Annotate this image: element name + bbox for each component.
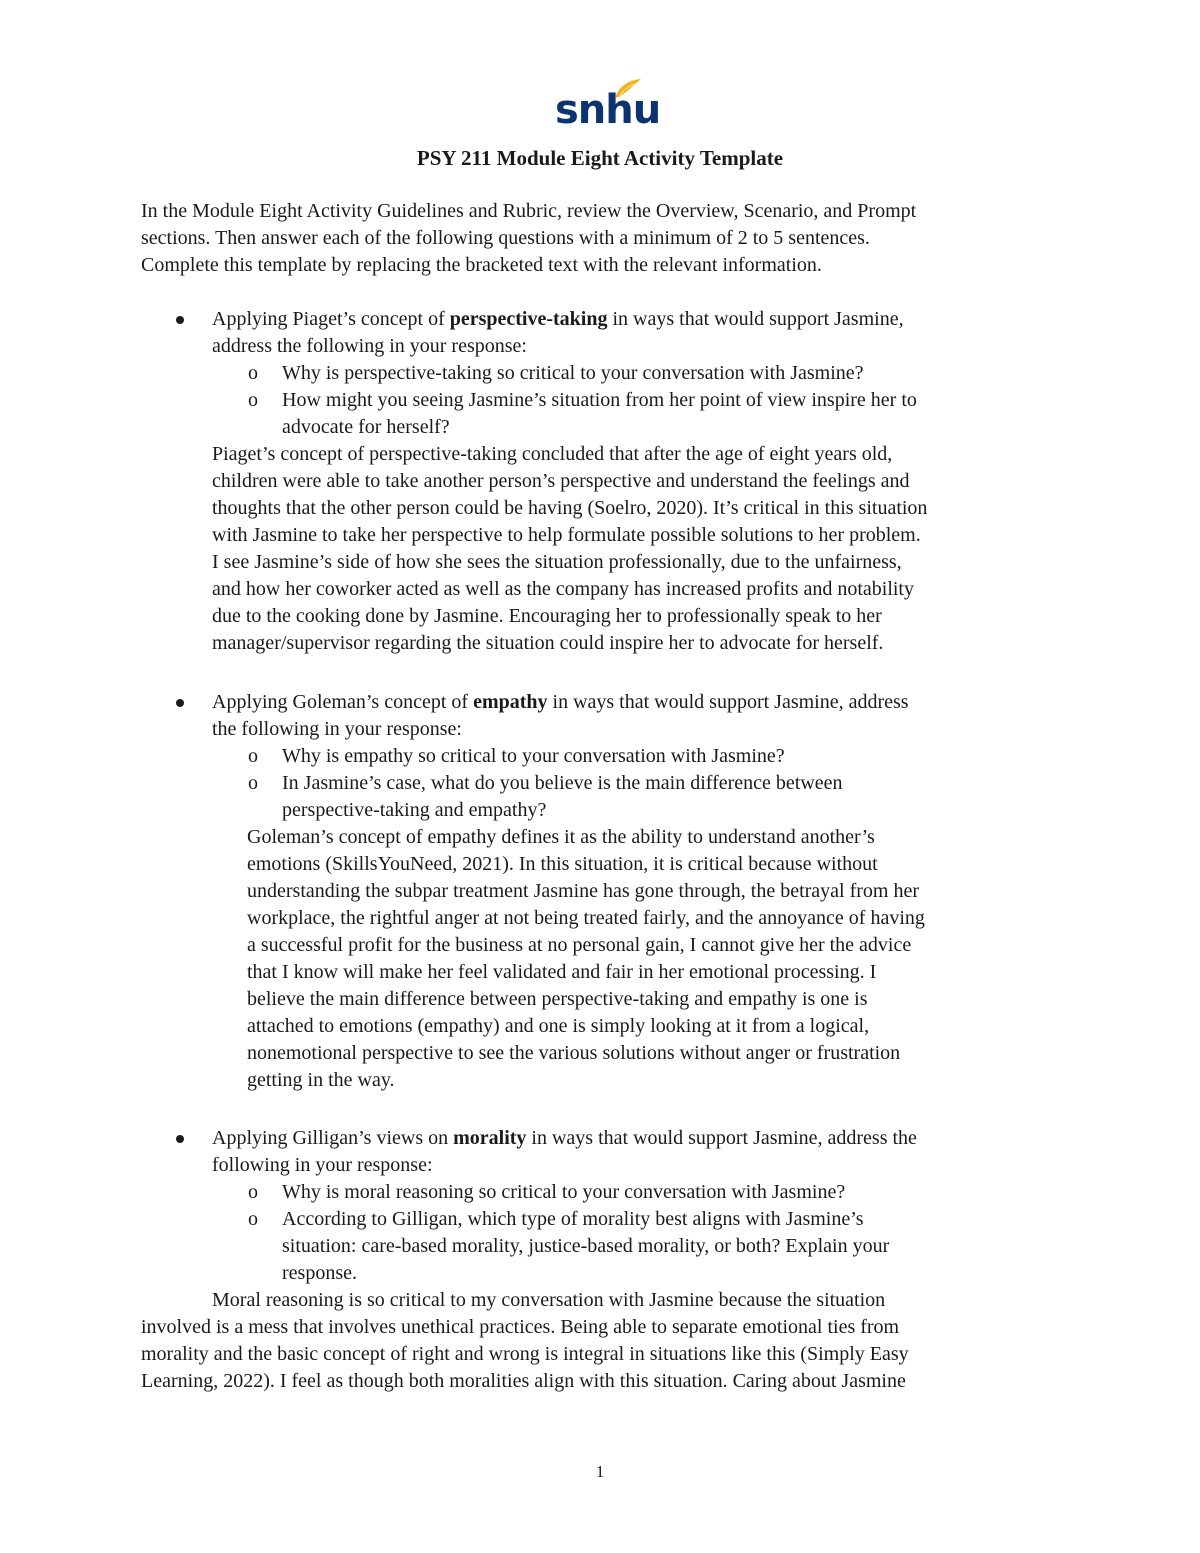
intro-paragraph bbox=[141, 198, 1071, 279]
bullet-item bbox=[141, 1125, 1071, 1152]
intro-line: In the Module Eight Activity Guidelines and Rubric, review the Overview, Scenario, and Prompt bbox=[141, 200, 917, 222]
flame-leaf-icon bbox=[613, 78, 643, 100]
sub-bullet-item bbox=[141, 387, 1071, 414]
page-title: PSY 211 Module Eight Activity Template bbox=[416, 146, 784, 170]
section-piaget bbox=[141, 306, 1071, 657]
bullet-text: Applying Goleman’s concept of bbox=[212, 691, 474, 713]
bullet-text: in ways that would support Jasmine, bbox=[607, 308, 904, 330]
answer-line: attached to emotions (empathy) and one is simply looking at it from a logical, bbox=[247, 1015, 870, 1037]
bullet-keyword: perspective-taking bbox=[449, 308, 608, 330]
answer-line: Learning, 2022). I feel as though both moralities align with this situation. Caring about Jasmine bbox=[141, 1370, 906, 1392]
sub-bullet-continuation: situation: care-based morality, justice-based morality, or both? Explain your bbox=[282, 1235, 890, 1257]
bullet-icon bbox=[176, 699, 184, 707]
sub-bullet-marker: o bbox=[248, 362, 258, 384]
answer-line: workplace, the rightful anger at not being treated fairly, and the annoyance of having bbox=[247, 907, 925, 929]
answer-line: I see Jasmine’s side of how she sees the situation professionally, due to the unfairness, bbox=[212, 551, 902, 573]
snhu-logo bbox=[555, 78, 661, 134]
answer-line: believe the main difference between perspective-taking and empathy is one is bbox=[247, 988, 868, 1010]
answer-line: children were able to take another person’s perspective and understand the feelings and bbox=[212, 470, 910, 492]
answer-line: involved is a mess that involves unethical practices. Being able to separate emotional ties from bbox=[141, 1316, 900, 1338]
answer-line: getting in the way. bbox=[247, 1069, 395, 1091]
section-gilligan bbox=[141, 1125, 1071, 1395]
sub-bullet-continuation: perspective-taking and empathy? bbox=[282, 799, 547, 821]
answer-line: emotions (SkillsYouNeed, 2021). In this situation, it is critical because without bbox=[247, 853, 878, 875]
answer-line: morality and the basic concept of right and wrong is integral in situations like this (Simply Easy bbox=[141, 1343, 909, 1365]
answer-line: nonemotional perspective to see the various solutions without anger or frustration bbox=[247, 1042, 901, 1064]
sub-bullet-item bbox=[141, 743, 1071, 770]
bullet-continuation: following in your response: bbox=[212, 1154, 433, 1176]
bullet-text: Applying Piaget’s concept of bbox=[212, 308, 450, 330]
answer-line: Goleman’s concept of empathy defines it as the ability to understand another’s bbox=[247, 826, 875, 848]
sub-bullet-item bbox=[141, 1179, 1071, 1206]
answer-line: understanding the subpar treatment Jasmine has gone through, the betrayal from her bbox=[247, 880, 920, 902]
sub-bullet-item bbox=[141, 770, 1071, 797]
sub-bullet-text: Why is moral reasoning so critical to your conversation with Jasmine? bbox=[282, 1181, 846, 1203]
intro-line: Complete this template by replacing the bracketed text with the relevant information. bbox=[141, 254, 822, 276]
bullet-continuation: address the following in your response: bbox=[212, 335, 527, 357]
page-number: 1 bbox=[595, 1462, 605, 1481]
sub-bullet-continuation: response. bbox=[282, 1262, 357, 1284]
bullet-item bbox=[141, 689, 1071, 716]
sub-bullet-text: How might you seeing Jasmine’s situation from her point of view inspire her to bbox=[282, 389, 917, 411]
answer-line: Piaget’s concept of perspective-taking concluded that after the age of eight years old, bbox=[212, 443, 893, 465]
bullet-text: in ways that would support Jasmine, address bbox=[547, 691, 909, 713]
sub-bullet-text: In Jasmine’s case, what do you believe is the main difference between bbox=[282, 772, 843, 794]
answer-line: due to the cooking done by Jasmine. Encouraging her to professionally speak to her bbox=[212, 605, 882, 627]
bullet-icon bbox=[176, 1135, 184, 1143]
sub-bullet-item bbox=[141, 360, 1071, 387]
logo-wordmark: snhu bbox=[555, 87, 661, 133]
sub-bullet-text: According to Gilligan, which type of morality best aligns with Jasmine’s bbox=[282, 1208, 864, 1230]
bullet-text: in ways that would support Jasmine, address the bbox=[526, 1127, 917, 1149]
answer-line: Moral reasoning is so critical to my conversation with Jasmine because the situation bbox=[212, 1289, 886, 1311]
bullet-item bbox=[141, 306, 1071, 333]
answer-line: a successful profit for the business at no personal gain, I cannot give her the advice bbox=[247, 934, 912, 956]
bullet-keyword: empathy bbox=[473, 691, 548, 713]
sub-bullet-text: Why is perspective-taking so critical to your conversation with Jasmine? bbox=[282, 362, 864, 384]
answer-line: with Jasmine to take her perspective to help formulate possible solutions to her problem. bbox=[212, 524, 921, 546]
answer-line: that I know will make her feel validated and fair in her emotional processing. I bbox=[247, 961, 877, 983]
sub-bullet-marker: o bbox=[248, 389, 258, 411]
intro-line: sections. Then answer each of the following questions with a minimum of 2 to 5 sentences. bbox=[141, 227, 870, 249]
sub-bullet-continuation: advocate for herself? bbox=[282, 416, 450, 438]
sub-bullet-item bbox=[141, 1206, 1071, 1233]
section-goleman bbox=[141, 689, 1071, 1094]
bullet-icon bbox=[176, 316, 184, 324]
bullet-text: Applying Gilligan’s views on bbox=[212, 1127, 454, 1149]
sub-bullet-marker: o bbox=[248, 1208, 258, 1230]
sub-bullet-marker: o bbox=[248, 1181, 258, 1203]
bullet-keyword: morality bbox=[453, 1127, 527, 1149]
sub-bullet-text: Why is empathy so critical to your conversation with Jasmine? bbox=[282, 745, 785, 767]
answer-line: thoughts that the other person could be having (Soelro, 2020). It’s critical in this situation bbox=[212, 497, 928, 519]
bullet-continuation: the following in your response: bbox=[212, 718, 462, 740]
sub-bullet-marker: o bbox=[248, 772, 258, 794]
sub-bullet-marker: o bbox=[248, 745, 258, 767]
answer-line: and how her coworker acted as well as the company has increased profits and notability bbox=[212, 578, 914, 600]
answer-line: manager/supervisor regarding the situation could inspire her to advocate for herself. bbox=[212, 632, 884, 654]
